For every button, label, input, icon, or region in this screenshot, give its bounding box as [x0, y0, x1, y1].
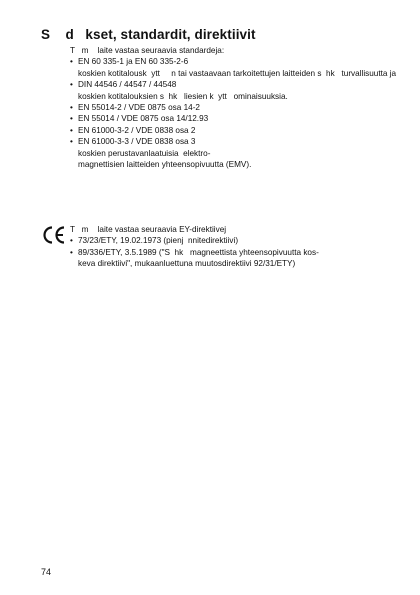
standard-title: EN 60 335-1 ja EN 60 335-2-6 — [78, 57, 189, 67]
standard-title: DIN 44546 / 44547 / 44548 — [78, 80, 177, 90]
bullet: • — [70, 103, 73, 113]
bullet: • — [70, 236, 73, 246]
list-item — [70, 56, 400, 79]
directives-intro: T m laite vastaa seuraavia EY-direktiivej — [70, 225, 227, 234]
standard-description: koskien kotitalouksien s hk liesien k ytt ominaisuuksia. — [78, 91, 288, 101]
bullet: • — [70, 57, 73, 67]
list-item — [70, 235, 400, 246]
list-item — [70, 247, 400, 270]
ce-mark-icon — [41, 224, 67, 246]
list-item — [70, 113, 400, 124]
bullet: • — [70, 247, 73, 257]
standard-title: EN 55014 / VDE 0875 osa 14/12.93 — [78, 114, 209, 124]
bullet: • — [70, 80, 73, 90]
standards-section — [70, 45, 400, 170]
bullet: • — [70, 125, 73, 135]
directive-title: 89/336/ETY, 3.5.1989 ("S hk magneettista yhteensopivuutta kos- keva direktiivi", mukaanluettuna muutosdirektiivi 92/31/ETY) — [78, 247, 319, 269]
list-item — [70, 102, 400, 113]
list-item — [70, 136, 400, 170]
standard-title: EN 61000-3-2 / VDE 0838 osa 2 — [78, 125, 196, 135]
standard-title: EN 55014-2 / VDE 0875 osa 14-2 — [78, 103, 200, 113]
bullet: • — [70, 114, 73, 124]
standards-intro: T m laite vastaa seuraavia standardeja: — [70, 46, 225, 55]
list-item — [70, 79, 400, 102]
list-item — [70, 125, 400, 136]
page-number: 74 — [41, 567, 52, 577]
standards-list — [70, 56, 400, 170]
directives-section — [70, 224, 400, 270]
directive-title: 73/23/ETY, 19.02.1973 (pienj nnitedirektiivi) — [78, 236, 239, 246]
standard-description: koskien perustavanlaatuisia elektro- magnettisien laitteiden yhteensopivuutta (EMV). — [78, 148, 252, 170]
standard-description: koskien kotitalousk ytt n tai vastaavaan tarkoitettujen laitteiden s hk turvallisuutta ja — [78, 68, 397, 78]
standard-title: EN 61000-3-3 / VDE 0838 osa 3 — [78, 137, 196, 147]
bullet: • — [70, 137, 73, 147]
page-title: S d kset, standardit, direktiivit — [41, 27, 256, 42]
directives-list — [70, 235, 400, 269]
